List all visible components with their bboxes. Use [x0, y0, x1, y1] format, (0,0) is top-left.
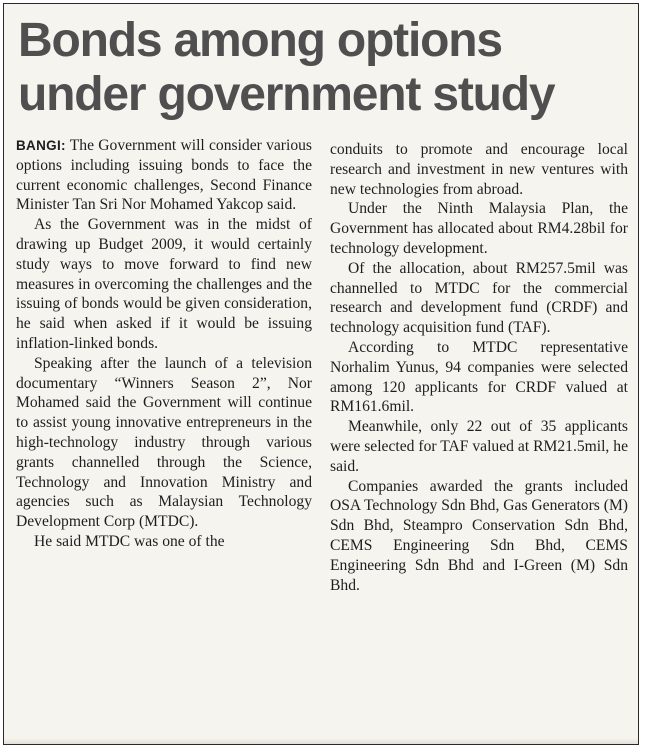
article-paragraph: Companies awarded the grants included OSA Technology Sdn Bhd, Gas Generators (M) Sdn Bhd, Steampro Conservation Sdn Bhd, CEMS Engineering Sdn Bhd, CEMS Engineering Sdn Bhd and I-Green (M) Sdn Bhd.: [330, 477, 628, 594]
article-paragraph: Speaking after the launch of a television documentary “Winners Season 2”, Nor Mohamed said the Government will continue to assist young innovative entrepreneurs in the high-technology industry through various grants channelled through the Science, Technology and Innovation Ministry and agencies such as Malaysian Technology Development Corp (MTDC).: [16, 354, 312, 531]
article-paragraph: Under the Ninth Malaysia Plan, the Government has allocated about RM4.28bil for technology development.: [330, 200, 628, 257]
headline: Bonds among options under government study: [18, 14, 555, 121]
article-column-right: [330, 140, 628, 595]
article-paragraph: Meanwhile, only 22 out of 35 applicants were selected for TAF valued at RM21.5mil, he said.: [330, 418, 628, 475]
article-paragraph: He said MTDC was one of the: [34, 532, 225, 550]
article-paragraph: conduits to promote and encourage local research and investment in new ventures with new technologies from abroad.: [330, 141, 628, 198]
paragraph-text: The Government will consider various options including issuing bonds to face the current economic challenges, Second Finance Minister Tan Sri Nor Mohamed Yakcop said.: [16, 137, 312, 214]
article-paragraph: As the Government was in the midst of drawing up Budget 2009, it would certainly study ways to move forward to find new measures in overcoming the challenges and the issuing of bonds would be given consideration, he said when asked if it would be issuing inflation-linked bonds.: [16, 216, 312, 352]
dateline: BANGI:: [16, 138, 66, 153]
article-paragraph: Of the allocation, about RM257.5mil was channelled to MTDC for the commercial research and development fund (CRDF) and technology acquisition fund (TAF).: [330, 259, 628, 337]
article-paragraph: [16, 136, 312, 215]
newspaper-clipping: [3, 3, 639, 745]
article-paragraph: According to MTDC representative Norhalim Yunus, 94 companies were selected among 120 applicants for CRDF valued at RM161.6mil.: [330, 338, 628, 416]
page-edge-shadow: [4, 738, 638, 744]
article-column-left: [16, 136, 312, 552]
